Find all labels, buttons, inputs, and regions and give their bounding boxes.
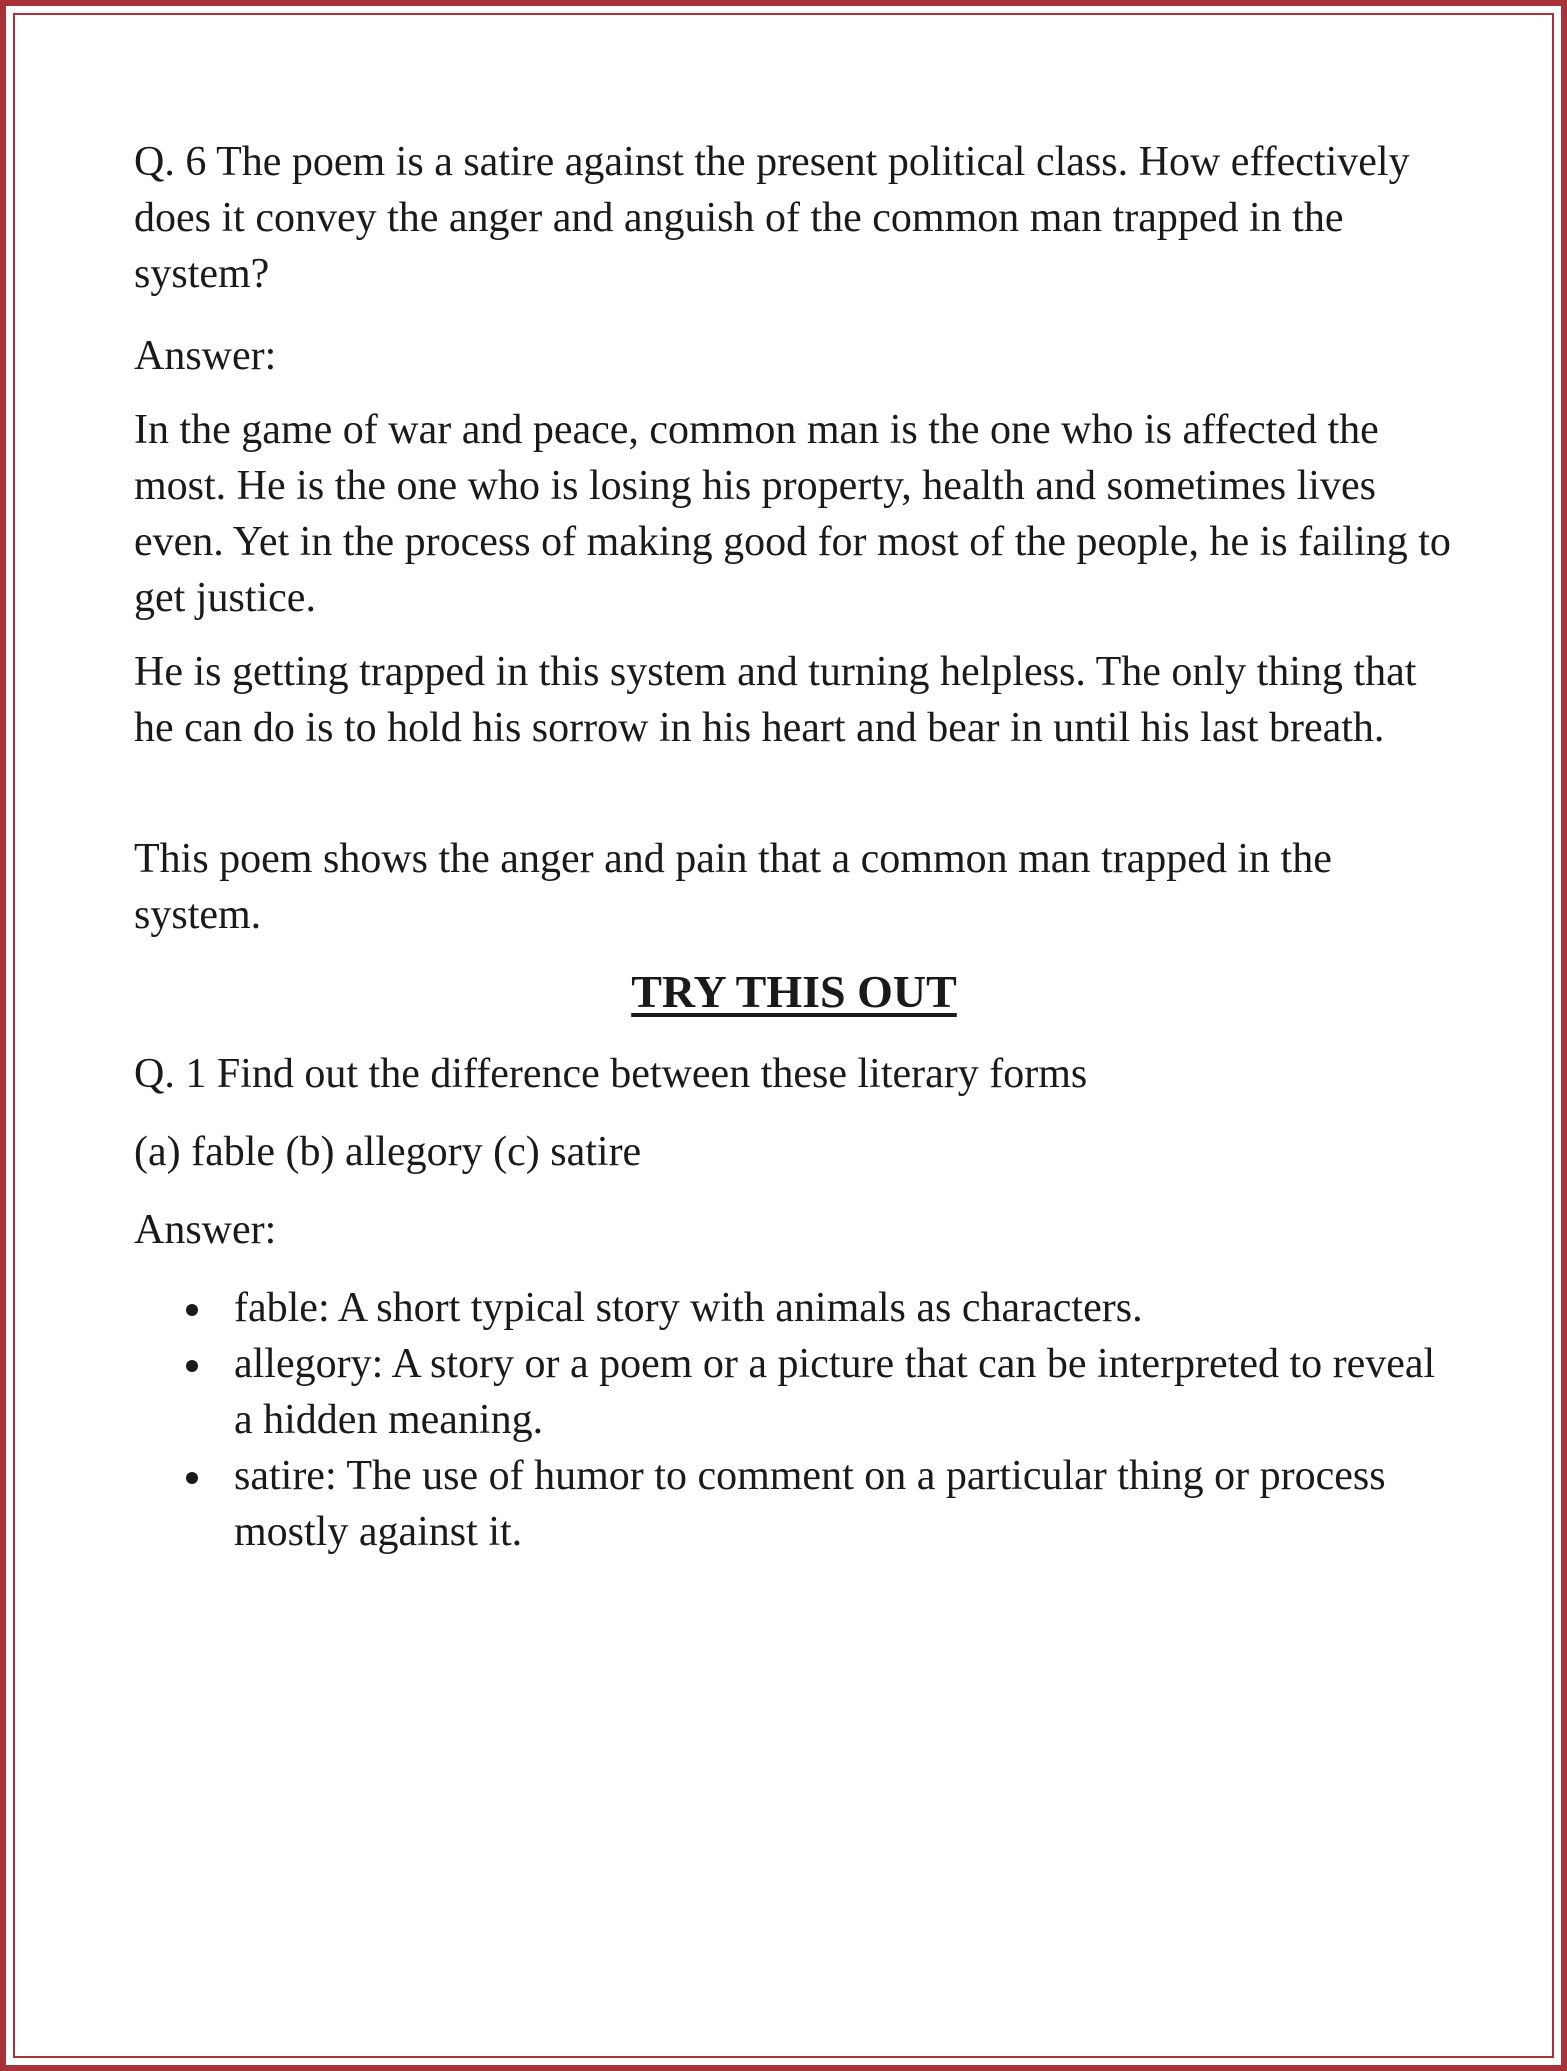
question-6-answer-label: Answer: [134, 333, 277, 379]
section-heading: TRY THIS OUT [631, 966, 957, 1017]
question-1-text: Q. 1 Find out the difference between these literary forms [134, 1051, 1088, 1097]
page-border-inner [13, 13, 1554, 2058]
question-6-text: Q. 6 The poem is a satire against the present political class. How effectively does it convey the anger and anguish of the common man trapped in the system? [134, 139, 1410, 297]
bullet-icon [186, 1472, 198, 1484]
question-1-options: (a) fable (b) allegory (c) satire [134, 1129, 642, 1175]
answer-paragraph-1: In the game of war and peace, common man is the one who is affected the most. He is the one who is losing his property, health and sometimes lives even. Yet in the process of making good for most of the people, he is failing to get justice. [134, 407, 1451, 621]
answer-paragraph-3: This poem shows the anger and pain that a common man trapped in the system. [134, 836, 1332, 938]
definition-list [134, 1280, 1454, 1560]
answer-paragraph-2: He is getting trapped in this system and turning helpless. The only thing that he can do is to hold his sorrow in his heart and bear in until his last breath. [134, 649, 1417, 751]
list-item [134, 1336, 1454, 1448]
list-item [134, 1280, 1454, 1336]
list-item-text: fable: A short typical story with animals as characters. [234, 1285, 1143, 1331]
list-item-text: satire: The use of humor to comment on a particular thing or process mostly against it. [234, 1453, 1386, 1555]
list-item [134, 1448, 1454, 1560]
bullet-icon [186, 1304, 198, 1316]
question-1-answer-label: Answer: [134, 1207, 277, 1253]
list-item-text: allegory: A story or a poem or a picture that can be interpreted to reveal a hidden meaning. [234, 1341, 1436, 1443]
bullet-icon [186, 1360, 198, 1372]
